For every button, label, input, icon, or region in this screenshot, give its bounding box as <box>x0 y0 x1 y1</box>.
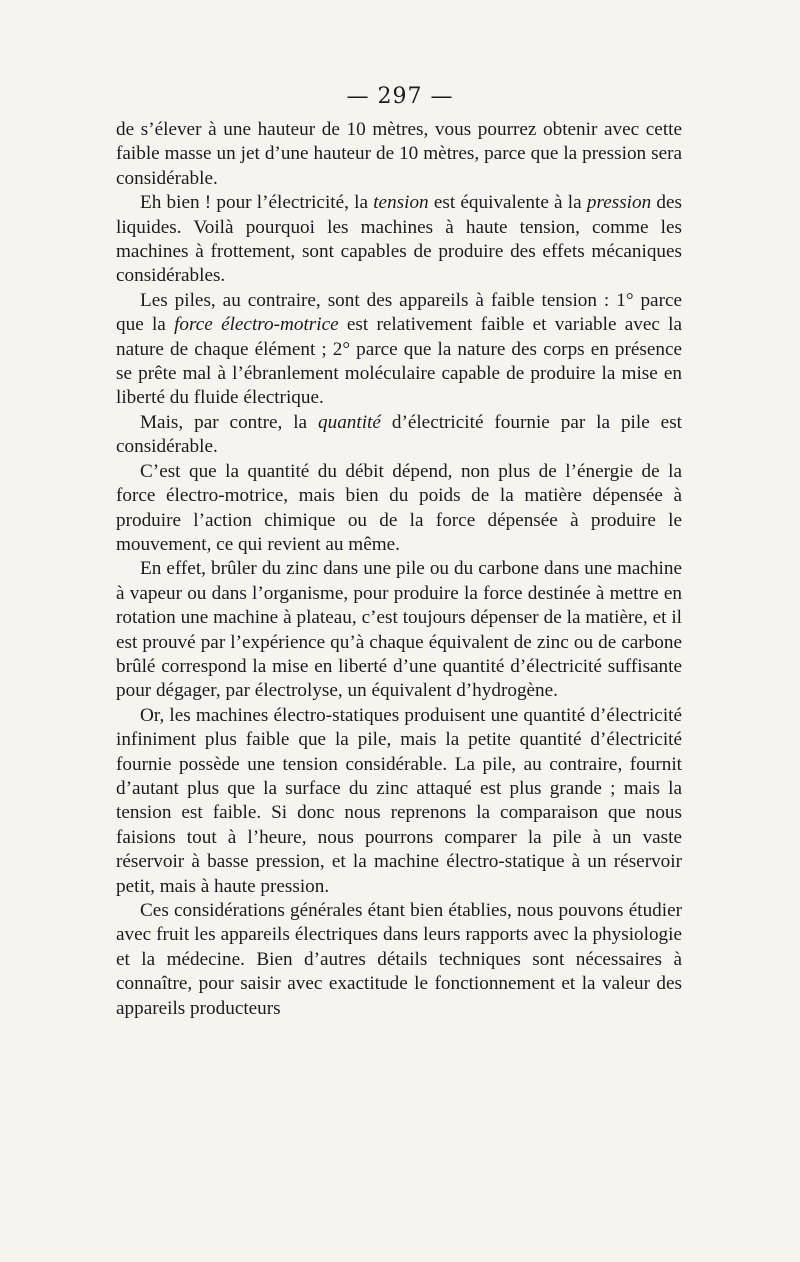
paragraph: de s’élever à une hauteur de 10 mètres, vous pourrez obtenir avec cette faible masse un jet d’une hauteur de 10 mètres, parce que la pression sera considérable. <box>116 119 682 189</box>
body-text <box>116 118 682 1021</box>
paragraph: Ces considérations générales étant bien établies, nous pouvons étudier avec fruit les appareils électriques dans leurs rapports avec la physiologie et la médecine. Bien d’autres détails techniques sont nécessaires à connaître, pour saisir avec exactitude le fonctionnement et la valeur des appareils producteurs <box>116 900 682 1019</box>
paragraph: Eh bien ! pour l’électricité, la tension est équivalente à la pression des liquides. Voilà pourquoi les machines à haute tension, comme les machines à frottement, sont capables de produire des effets mécaniques considérables. <box>116 192 682 287</box>
paragraph: En effet, brûler du zinc dans une pile ou du carbone dans une machine à vapeur ou dans l’organisme, pour produire la force destinée à mettre en rotation une machine à plateau, c’est toujours dépenser de la matière, et il est prouvé par l’expérience qu’à chaque équivalent de zinc ou de carbone brûlé correspond la mise en liberté d’une quantité d’électricité suffisante pour dégager, par électrolyse, un équivalent d’hydrogène. <box>116 558 682 702</box>
paragraph: Or, les machines électro-statiques produisent une quantité d’électricité infiniment plus faible que la pile, mais la petite quantité d’électricité fournie possède une tension considérable. La pile, au contraire, fournit d’autant plus que la surface du zinc attaqué est plus grande ; mais la tension est faible. Si donc nous reprenons la comparaison que nous faisions tout à l’heure, nous pourrons comparer la pile à un vaste réservoir à basse pression, et la machine électro-statique à un réservoir petit, mais à haute pression. <box>116 704 682 897</box>
paragraph: C’est que la quantité du débit dépend, non plus de l’énergie de la force électro-motrice, mais bien du poids de la matière dépensée à produire l’action chimique ou de la force dépensée à produire le mouvement, ce qui revient au même. <box>116 460 682 555</box>
page-number: — 297 — <box>346 84 454 109</box>
paragraph: Les piles, au contraire, sont des appareils à faible tension : 1° parce que la force électro-motrice est relativement faible et variable avec la nature de chaque élément ; 2° parce que la nature des corps en présence se prête mal à l’ébranlement moléculaire capable de produire la mise en liberté du fluide électrique. <box>116 289 682 409</box>
paragraph: Mais, par contre, la quantité d’électricité fournie par la pile est considérable. <box>116 411 682 458</box>
